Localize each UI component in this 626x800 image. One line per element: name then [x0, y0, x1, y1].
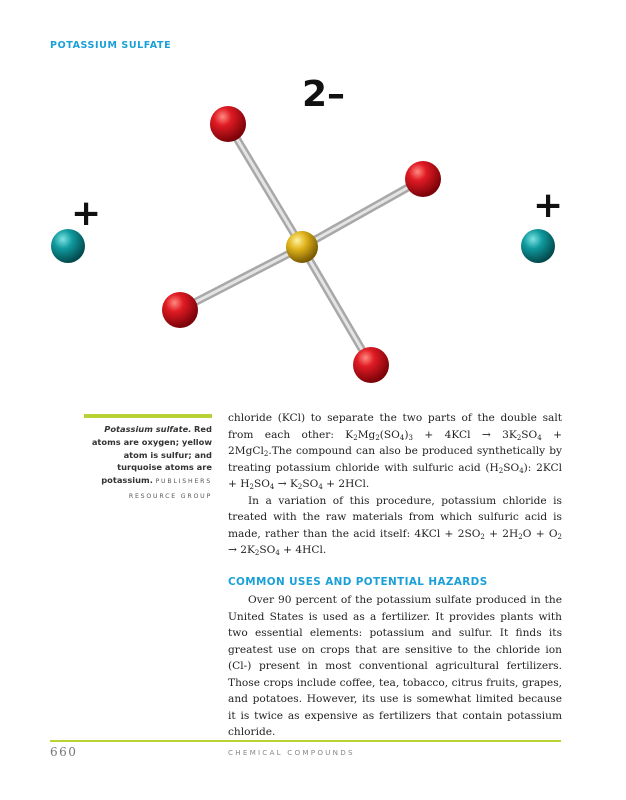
- cation-charge-left: +: [71, 193, 102, 234]
- oxygen-atom-bottom-left: [162, 292, 198, 328]
- running-head: POTASSIUM SULFATE: [50, 40, 172, 51]
- footer-rule: [50, 740, 561, 742]
- book-title: CHEMICAL COMPOUNDS: [228, 748, 355, 757]
- ion-charge-label: 2–: [302, 74, 346, 115]
- caption-credit: PUBLISHERS RESOURCE GROUP: [128, 478, 212, 500]
- potassium-atom-left: [51, 229, 85, 263]
- sulfur-atom: [286, 231, 318, 263]
- paragraph-1: chloride (KCl) to separate the two parts of the double salt from each other: $K_2Mg_2(SO_4)_3 + 4KCl \to 3K_2SO_4$ + 2MgCl$_2$.The compound can also be produced synthetically by treating potassium chloride with sulfuric acid $(H_2SO_4)$: $2KCl + H_2SO_4 \to K_2SO_4 + 2HCl$.: [228, 412, 562, 491]
- caption-rule: [84, 414, 212, 418]
- figure-caption: [84, 423, 212, 504]
- molecule-illustration: [30, 62, 570, 394]
- caption-title: Potassium sulfate.: [104, 424, 192, 434]
- section-heading: COMMON USES AND POTENTIAL HAZARDS: [228, 575, 488, 588]
- caption-body: Red atoms are oxygen; yellow atom is sulfur; and turquoise atoms are potassium.: [91, 424, 212, 486]
- cation-charge-right: +: [533, 185, 564, 226]
- paragraph-2: In a variation of this procedure, potassium chloride is treated with the raw materials from which sulfuric acid is made, rather than the acid itself: $4KCl + 2SO_2 + 2H_2O + O_2 \to 2K_2SO_4 + 4HCl$.: [228, 494, 562, 557]
- oxygen-atom-top-left: [210, 106, 246, 142]
- body-text: [228, 410, 562, 741]
- oxygen-atom-top-right: [405, 161, 441, 197]
- page-number: 660: [50, 745, 78, 759]
- oxygen-atom-bottom-right: [353, 347, 389, 383]
- paragraph-3: Over 90 percent of the potassium sulfate produced in the United States is used as a fertilizer. It provides plants with two essential elements: potassium and sulfur. It finds its greatest use on crops that are sensitive to the chloride ion (Cl-) present in most conventional agricultural fertilizers. Those crops include coffee, tea, tobacco, citrus fruits, grapes, and potatoes. However, its use is somewhat limited because it is twice as expensive as fertilizers that contain potassium chloride.: [228, 594, 562, 738]
- molecule-figure: [30, 62, 570, 394]
- potassium-atom-right: [521, 229, 555, 263]
